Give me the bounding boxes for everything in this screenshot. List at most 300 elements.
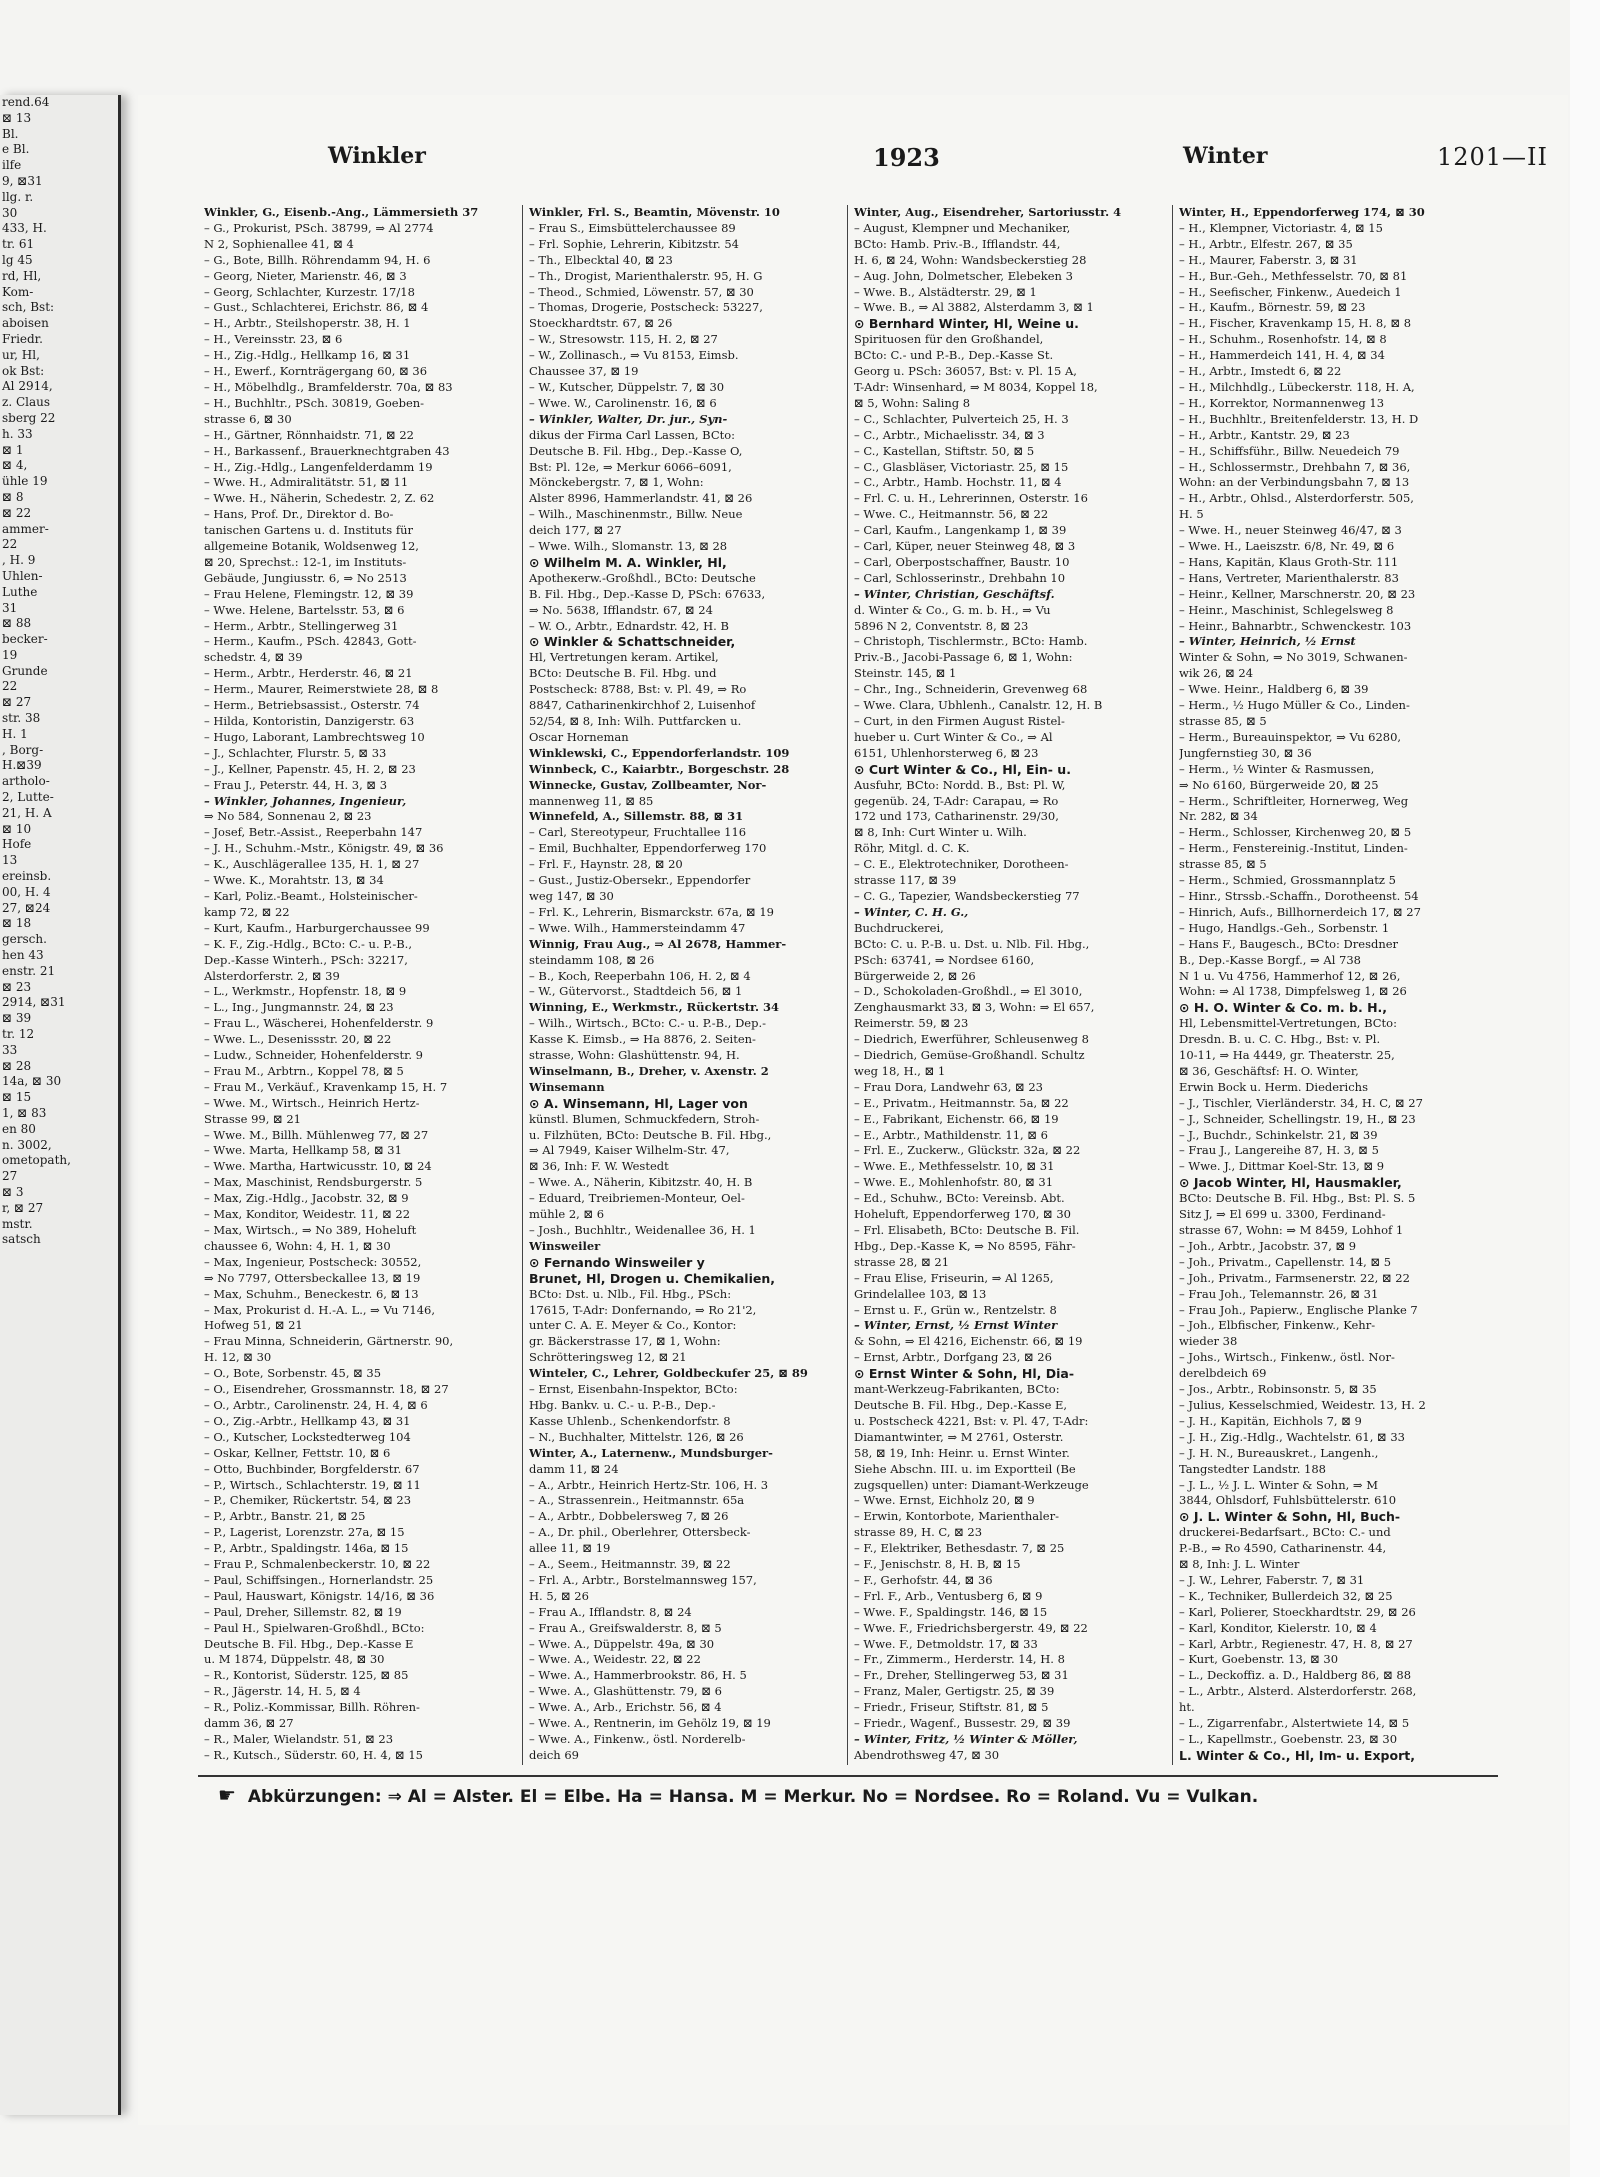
previous-page-fragment: becker-: [2, 632, 48, 647]
directory-entry-line: – H., Hammerdeich 141, H. 4, ⊠ 34: [1179, 348, 1385, 363]
directory-entry-line: – H., Kaufm., Börnestr. 59, ⊠ 23: [1179, 300, 1366, 315]
directory-entry-line: – Wwe. A., Hammerbrookstr. 86, H. 5: [529, 1668, 747, 1683]
directory-entry-line: ⊙ Curt Winter & Co., Hl, Ein- u.: [854, 761, 1071, 777]
previous-page-fragment: h. 33: [2, 426, 33, 441]
directory-entry-line: – Curt, in den Firmen August Ristel-: [854, 714, 1065, 728]
directory-entry-line: Reimerstr. 59, ⊠ 23: [854, 1016, 969, 1031]
directory-entry-line: – Carl, Kaufm., Langenkamp 1, ⊠ 39: [854, 523, 1067, 538]
directory-entry-line: – K., Auschlägeralleе 135, H. 1, ⊠ 27: [204, 857, 420, 872]
directory-entry-line: – Frau J., Langereihe 87, H. 3, ⊠ 5: [1179, 1143, 1379, 1158]
previous-page-fragment: enstr. 21: [2, 963, 56, 978]
directory-entry-line: – Wwe. E., Methfesselstr. 10, ⊠ 31: [854, 1159, 1055, 1174]
directory-entry-line: Priv.-B., Jacobi-Passage 6, ⊠ 1, Wohn:: [854, 650, 1073, 665]
directory-entry-line: – Joh., Privatm., Farmsenerstr. 22, ⊠ 22: [1179, 1270, 1410, 1285]
directory-entry-line: damm 11, ⊠ 24: [529, 1461, 619, 1476]
directory-entry-line: – Hans, Kapitän, Klaus Groth-Str. 111: [1179, 554, 1399, 569]
directory-entry-line: – H., Buchhltr., Breitenfelderstr. 13, H. D: [1179, 411, 1419, 426]
directory-entry-line: – Herm., Bureauinspektor, ⇒ Vu 6280,: [1179, 729, 1402, 744]
directory-entry-line: ⇒ Al 7949, Kaiser Wilhelm-Str. 47,: [529, 1143, 730, 1158]
directory-entry-line: Winklewski, C., Eppendorferlandstr. 109: [529, 745, 790, 760]
previous-page-fragment: 1, ⊠ 83: [2, 1106, 47, 1120]
directory-entry-line: – Herm., Kaufm., PSch. 42843, Gott-: [204, 634, 417, 649]
directory-entry-line: – Wwe. B., Alstädterstr. 29, ⊠ 1: [854, 284, 1037, 299]
directory-entry-line: [1179, 1764, 1492, 1765]
directory-entry-line: strasse 89, H. C, ⊠ 23: [854, 1525, 983, 1540]
previous-page-fragment: rd, Hl,: [2, 268, 42, 283]
directory-entry-line: Winnefeld, A., Sillemstr. 88, ⊠ 31: [529, 809, 744, 824]
directory-entry-line: – Th., Drogist, Marienthalerstr. 95, H. G: [529, 268, 763, 283]
directory-entry-line: ⇒ No. 5638, Ifflandstr. 67, ⊠ 24: [529, 602, 713, 617]
previous-page-fragment: ⊠ 8: [2, 489, 24, 504]
previous-page-fragment: , Borg-: [2, 742, 44, 757]
previous-page-fragment: 33: [2, 1042, 18, 1057]
directory-entry-line: Abendrothsweg 47, ⊠ 30: [854, 1747, 1000, 1762]
abbreviations-text: Abkürzungen: ⇒ Al = Alster. El = Elbe. Ha = Hansa. M = Merkur. No = Nordsee. Ro = Roland. Vu = Vulkan.: [247, 1787, 1259, 1807]
directory-entry-line: Georg u. PSch: 36057, Bst: v. Pl. 15 A,: [854, 364, 1077, 379]
directory-entry-line: – H., Bur.-Geh., Methfesselstr. 70, ⊠ 81: [1179, 268, 1408, 283]
directory-entry-line: – Gust., Justiz-Obersekr., Eppendorfer: [529, 873, 751, 888]
directory-entry-line: – E., Privatm., Heitmannstr. 5a, ⊠ 22: [854, 1095, 1069, 1110]
previous-page-fragment: z. Claus: [2, 395, 51, 410]
directory-entry-line: – Wwe. A., Finkenw., östl. Norderelb-: [529, 1732, 746, 1746]
directory-entry-line: – Heinr., Maschinist, Schlegelsweg 8: [1179, 602, 1394, 617]
previous-page-fragment: llg. r.: [2, 189, 34, 204]
previous-page-fragment: 2, Lutte-: [2, 790, 54, 805]
directory-entry-line: – Frl. Elisabeth, BCto: Deutsche B. Fil.: [854, 1223, 1080, 1237]
directory-entry-line: – C., Arbtr., Hamb. Hochstr. 11, ⊠ 4: [854, 475, 1062, 490]
directory-entry-line: – Wwe. A., Glashüttenstr. 79, ⊠ 6: [529, 1684, 722, 1699]
directory-entry-line: – Hans, Vertreter, Marienthalerstr. 83: [1179, 570, 1399, 585]
directory-entry-line: – J. H. N., Bureauskret., Langenh.,: [1179, 1445, 1379, 1460]
directory-entry-line: ⊠ 8, Inh: Curt Winter u. Wilh.: [854, 825, 1027, 840]
directory-entry-line: – H., Vereinsstr. 23, ⊠ 6: [204, 332, 343, 347]
directory-entry-line: Winter, Aug., Eisendreher, Sartoriusstr. 4: [854, 205, 1122, 219]
previous-page-fragment: e Bl.: [2, 142, 30, 157]
directory-entry-line: – Wwe. A., Arb., Erichstr. 56, ⊠ 4: [529, 1700, 722, 1715]
directory-entry-line: – Wilh., Wirtsch., BCto: C.- u. P.-B., Dep.-: [529, 1016, 767, 1031]
directory-entry-line: – J. W., Lehrer, Faberstr. 7, ⊠ 31: [1179, 1572, 1365, 1587]
directory-entry-line: – Frau S., Eimsbüttelerchaussee 89: [529, 220, 736, 235]
directory-entry-line: – Paul, Schiffsingen., Hornerlandstr. 25: [204, 1572, 434, 1587]
directory-entry-line: – Hugo, Laborant, Lambrechtsweg 10: [204, 729, 425, 744]
directory-entry-line: Postscheck: 8788, Bst: v. Pl. 49, ⇒ Ro: [529, 682, 747, 697]
previous-page-fragment: ⊠ 4,: [2, 458, 28, 473]
directory-entry-line: – Emil, Buchhalter, Eppendorferweg 170: [529, 841, 767, 856]
column-1: [198, 205, 523, 1765]
directory-entry-line: – Carl, Oberpostschaffner, Baustr. 10: [854, 554, 1070, 569]
directory-entry-line: – Theod., Schmied, Löwenstr. 57, ⊠ 30: [529, 284, 754, 299]
directory-entry-line: – H., Ewerf., Kornträgergang 60, ⊠ 36: [204, 364, 428, 379]
directory-entry-line: – Fr., Dreher, Stellingerweg 53, ⊠ 31: [854, 1668, 1069, 1683]
directory-entry-line: – Georg, Schlachter, Kurzestr. 17/18: [204, 284, 415, 299]
directory-entry-line: – Max, Zig.-Hdlg., Jacobstr. 32, ⊠ 9: [204, 1191, 409, 1206]
directory-entry-line: – P., Wirtsch., Schlachterstr. 19, ⊠ 11: [204, 1477, 421, 1492]
directory-entry-line: – K., Techniker, Bullerdeich 32, ⊠ 25: [1179, 1588, 1393, 1603]
directory-entry-line: – Wwe. L., Desenissstr. 20, ⊠ 22: [204, 1032, 392, 1047]
directory-entry-line: – Hilda, Kontoristin, Danzigerstr. 63: [204, 714, 415, 728]
directory-entry-line: – Ernst, Eisenbahn-Inspektor, BCto:: [529, 1382, 738, 1397]
directory-entry-line: – H., Schlossermstr., Drehbahn 7, ⊠ 36,: [1179, 459, 1411, 474]
previous-page-fragment: r, ⊠ 27: [2, 1200, 44, 1215]
directory-entry-line: B. Fil. Hbg., Dep.-Kasse D, PSch: 67633,: [529, 586, 766, 601]
directory-entry-line: – G., Bote, Billh. Röhrendamm 94, H. 6: [204, 252, 431, 267]
page-header: [198, 143, 1548, 183]
directory-entry-line: – Wwe. F., Detmoldstr. 17, ⊠ 33: [854, 1636, 1038, 1651]
directory-entry-line: – R., Jägerstr. 14, H. 5, ⊠ 4: [204, 1684, 361, 1699]
directory-entry-line: – Josh., Buchhltr., Weidenallee 36, H. 1: [529, 1223, 756, 1237]
directory-columns: [198, 205, 1498, 1765]
directory-entry-line: 5896 N 2, Conventstr. 8, ⊠ 23: [854, 618, 1029, 633]
previous-page-fragment: 14a, ⊠ 30: [2, 1074, 62, 1089]
directory-entry-line: ⊙ Jacob Winter, Hl, Hausmakler,: [1179, 1175, 1402, 1191]
directory-entry-line: – Wwe. M., Wirtsch., Heinrich Hertz-: [204, 1095, 420, 1110]
directory-entry-line: Gebäude, Jungiusstr. 6, ⇒ No 2513: [204, 570, 407, 585]
directory-entry-line: – J., Tischler, Vierländerstr. 34, H. C, ⊠ 27: [1179, 1095, 1423, 1110]
directory-entry-line: Wohn: ⇒ Al 1738, Dimpfelsweg 1, ⊠ 26: [1179, 984, 1407, 999]
directory-entry-line: P.-B., ⇒ Ro 4590, Catharinenstr. 44,: [1179, 1541, 1387, 1556]
previous-page-fragment: lg 45: [2, 252, 33, 267]
directory-entry-line: – Wwe. E., Mohlenhofstr. 80, ⊠ 31: [854, 1175, 1054, 1190]
directory-entry-line: – J., Kellner, Papenstr. 45, H. 2, ⊠ 23: [204, 761, 416, 776]
directory-entry-line: Winnbeck, C., Kaiarbtr., Borgeschstr. 28: [529, 761, 790, 776]
previous-page-edge: [0, 95, 121, 2115]
directory-entry-line: mühle 2, ⊠ 6: [529, 1207, 605, 1222]
previous-page-fragment: 21, H. A: [2, 805, 52, 820]
directory-entry-line: u. Postscheck 4221, Bst: v. Pl. 47, T-Adr:: [854, 1413, 1089, 1428]
previous-page-fragment: gersch.: [2, 932, 47, 947]
directory-entry-line: – Wwe. Wilh., Slomanstr. 13, ⊠ 28: [529, 539, 728, 554]
directory-entry-line: kamp 72, ⊠ 22: [204, 904, 290, 919]
directory-entry-line: – Chr., Ing., Schneiderin, Grevenweg 68: [854, 682, 1088, 697]
directory-entry-line: T-Adr: Winsenhard, ⇒ M 8034, Koppel 18,: [854, 379, 1098, 394]
directory-entry-line: H. 6, ⊠ 24, Wohn: Wandsbeckerstieg 28: [854, 252, 1087, 267]
directory-entry-line: – Heinr., Kellner, Marschnerstr. 20, ⊠ 23: [1179, 586, 1416, 601]
directory-entry-line: – L., Deckoffiz. a. D., Haldberg 86, ⊠ 88: [1179, 1668, 1412, 1683]
directory-entry-line: ⊙ A. Winsemann, Hl, Lager von: [529, 1095, 748, 1111]
directory-entry-line: deich 69: [529, 1747, 579, 1762]
directory-entry-line: deich 177, ⊠ 27: [529, 523, 622, 538]
directory-entry-line: – Franz, Maler, Gertigstr. 25, ⊠ 39: [854, 1684, 1055, 1699]
directory-entry-line: – Carl, Küper, neuer Steinweg 48, ⊠ 3: [854, 539, 1076, 554]
directory-entry-line: – Herm., Schmied, Grossmannplatz 5: [1179, 873, 1396, 888]
directory-entry-line: – L., Werkmstr., Hopfenstr. 18, ⊠ 9: [204, 984, 407, 999]
directory-entry-line: [204, 1764, 516, 1765]
previous-page-fragment: ühle 19: [2, 474, 48, 489]
previous-page-fragment: artholo-: [2, 774, 50, 789]
directory-entry-line: – B., Koch, Reeperbahn 106, H. 2, ⊠ 4: [529, 968, 751, 983]
directory-entry-line: wieder 38: [1179, 1334, 1238, 1349]
directory-entry-line: N 2, Sophienallee 41, ⊠ 4: [204, 236, 354, 251]
directory-entry-line: – W., Stresowstr. 115, H. 2, ⊠ 27: [529, 332, 718, 347]
directory-entry-line: – H., Barkassenf., Brauerknechtgraben 43: [204, 443, 450, 458]
directory-entry-line: 3844, Ohlsdorf, Fuhlsbüttelerstr. 610: [1179, 1493, 1397, 1508]
directory-entry-line: Hoheluft, Eppendorferweg 170, ⊠ 30: [854, 1207, 1071, 1222]
directory-entry-line: – Frl. F., Haynstr. 28, ⊠ 20: [529, 857, 683, 872]
directory-entry-line: – W., Kutscher, Düppelstr. 7, ⊠ 30: [529, 379, 725, 394]
directory-entry-line: – Max, Konditor, Weidestr. 11, ⊠ 22: [204, 1207, 411, 1222]
directory-entry-line: – A., Dr. phil., Oberlehrer, Ottersbeck-: [529, 1525, 751, 1540]
directory-entry-line: – H., Arbtr., Kantstr. 29, ⊠ 23: [1179, 427, 1350, 442]
directory-entry-line: – Friedr., Friseur, Stiftstr. 81, ⊠ 5: [854, 1700, 1049, 1715]
directory-entry-line: – Heinr., Bahnarbtr., Schwenckestr. 103: [1179, 618, 1412, 633]
previous-page-fragment: 27, ⊠24: [2, 900, 51, 915]
column-2: [523, 205, 848, 1765]
directory-entry-line: BCto: C.- und P.-B., Dep.-Kasse St.: [854, 348, 1054, 363]
directory-entry-line: – H., Möbelhdlg., Bramfelderstr. 70a, ⊠ 83: [204, 379, 453, 394]
directory-entry-line: – G., Prokurist, PSch. 38799, ⇒ Al 2774: [204, 220, 434, 235]
directory-entry-line: Deutsche B. Fil. Hbg., Dep.-Kasse O,: [529, 443, 743, 458]
directory-entry-line: – Hinrich, Aufs., Billhornerdeich 17, ⊠ 27: [1179, 904, 1421, 919]
directory-entry-line: – Wwe. Clara, Ubhlenh., Canalstr. 12, H. B: [854, 698, 1103, 713]
previous-page-fragment: ⊠ 13: [2, 110, 32, 125]
directory-entry-line: – L., Zigarrenfabr., Alstertwiete 14, ⊠ 5: [1179, 1716, 1410, 1731]
directory-entry-line: Winter, A., Laternenw., Mundsburger-: [529, 1445, 773, 1460]
directory-entry-line: – Frau M., Verkäuf., Kravenkamp 15, H. 7: [204, 1079, 448, 1094]
directory-entry-line: ⊙ Winkler & Schattschneider,: [529, 634, 736, 650]
directory-entry-line: – H., Arbtr., Ohlsd., Alsterdorferstr. 505,: [1179, 491, 1414, 506]
directory-entry-line: PSch: 63741, ⇒ Nordsee 6160,: [854, 952, 1035, 967]
previous-page-fragment: 19: [2, 647, 18, 662]
directory-entry-line: – Max, Ingenieur, Postscheck: 30552,: [204, 1254, 422, 1269]
directory-entry-line: – R., Poliz.-Kommissar, Billh. Röhren-: [204, 1700, 420, 1715]
directory-entry-line: – Hans F., Baugesch., BCto: Dresdner: [1179, 936, 1399, 951]
previous-page-fragment: ereinsb.: [2, 869, 52, 884]
directory-entry-line: Strasse 99, ⊠ 21: [204, 1111, 301, 1126]
directory-entry-line: Wohn: an der Verbindungsbahn 7, ⊠ 13: [1179, 475, 1410, 490]
directory-entry-line: – Max, Prokurist d. H.-A. L., ⇒ Vu 7146,: [204, 1302, 436, 1317]
directory-entry-line: – Wwe. M., Billh. Mühlenweg 77, ⊠ 27: [204, 1127, 429, 1142]
directory-page: [138, 95, 1568, 2125]
directory-entry-line: H. 5: [1179, 507, 1204, 522]
directory-entry-line: – O., Kutscher, Lockstedterweg 104: [204, 1429, 411, 1444]
directory-entry-line: – H., Seefischer, Finkenw., Auedeich 1: [1179, 284, 1402, 299]
directory-entry-line: Sitz J, ⇒ El 699 u. 3300, Ferdinand-: [1179, 1207, 1386, 1222]
directory-entry-line: – Herm., Schriftleiter, Hornerweg, Weg: [1179, 793, 1409, 808]
directory-entry-line: – Frl. F., Arb., Ventusberg 6, ⊠ 9: [854, 1588, 1043, 1603]
directory-entry-line: – Wwe. F., Friedrichsbergerstr. 49, ⊠ 22: [854, 1620, 1088, 1635]
directory-entry-line: weg 18, H., ⊠ 1: [854, 1063, 946, 1078]
directory-entry-line: – Paul, Dreher, Sillemstr. 82, ⊠ 19: [204, 1604, 402, 1619]
directory-entry-line: – Herm., Betriebsassist., Osterstr. 74: [204, 698, 420, 713]
previous-page-fragment: hen 43: [2, 948, 44, 963]
directory-entry-line: – O., Zig.-Arbtr., Hellkamp 43, ⊠ 31: [204, 1413, 411, 1428]
directory-entry-line: – Frl. E., Zuckerw., Glückstr. 32a, ⊠ 22: [854, 1143, 1081, 1158]
directory-entry-line: – Winter, C. H. G.,: [854, 904, 969, 919]
directory-entry-line: Chaussee 37, ⊠ 19: [529, 364, 639, 379]
directory-entry-line: steindamm 108, ⊠ 26: [529, 952, 655, 967]
directory-entry-line: Stoeckhardtstr. 67, ⊠ 26: [529, 316, 673, 331]
directory-entry-line: – Hugo, Handlgs.-Geh., Sorbenstr. 1: [1179, 920, 1390, 935]
directory-entry-line: Winsweiler: [529, 1238, 601, 1253]
directory-entry-line: Hl, Lebensmittel-Vertretungen, BCto:: [1179, 1016, 1397, 1031]
directory-entry-line: – Wwe. C., Heitmannstr. 56, ⊠ 22: [854, 507, 1049, 522]
directory-entry-line: – H., Fischer, Kravenkamp 15, H. 8, ⊠ 8: [1179, 316, 1412, 331]
directory-entry-line: Grindelallee 103, ⊠ 13: [854, 1286, 987, 1301]
previous-page-fragment: 9, ⊠31: [2, 173, 43, 188]
directory-entry-line: – H., Klempner, Victoriastr. 4, ⊠ 15: [1179, 220, 1383, 235]
directory-entry-line: ⊙ Fernando Winsweiler y: [529, 1254, 705, 1270]
directory-entry-line: dikus der Firma Carl Lassen, BCto:: [529, 427, 736, 442]
directory-entry-line: – Frau L., Wäscherei, Hohenfelderstr. 9: [204, 1016, 434, 1031]
directory-entry-line: 6151, Uhlenhorsterweg 6, ⊠ 23: [854, 745, 1039, 760]
previous-page-fragment: H.⊠39: [2, 758, 42, 773]
directory-entry-line: ⊙ Ernst Winter & Sohn, Hl, Dia-: [854, 1366, 1075, 1382]
directory-entry-line: – Herm., Schlosser, Kirchenweg 20, ⊠ 5: [1179, 825, 1412, 840]
previous-page-fragment: ⊠ 39: [2, 1011, 32, 1026]
directory-entry-line: – Erwin, Kontorbote, Marienthaler-: [854, 1509, 1059, 1524]
previous-page-fragment: ⊠ 88: [2, 616, 32, 631]
directory-entry-line: – Herm., Fenstereinig.-Institut, Linden-: [1179, 841, 1408, 856]
directory-entry-line: – Wwe. H., Admiralitätstr. 51, ⊠ 11: [204, 475, 409, 490]
directory-entry-line: – Frau A., Greifswalderstr. 8, ⊠ 5: [529, 1620, 722, 1635]
directory-entry-line: strasse 67, Wohn: ⇒ M 8459, Lohhof 1: [1179, 1223, 1404, 1237]
directory-entry-line: – Frau P., Schmalenbeckerstr. 10, ⊠ 22: [204, 1557, 431, 1572]
directory-entry-line: 52/54, ⊠ 8, Inh: Wilh. Puttfarcken u.: [529, 714, 742, 728]
directory-entry-line: ⊠ 36, Inh: F. W. Westedt: [529, 1159, 669, 1174]
directory-entry-line: Kasse K. Eimsb., ⇒ Ha 8876, 2. Seiten-: [529, 1032, 756, 1047]
directory-entry-line: – Max, Schuhm., Beneckestr. 6, ⊠ 13: [204, 1286, 419, 1301]
directory-entry-line: – Frau A., Ifflandstr. 8, ⊠ 24: [529, 1604, 692, 1619]
directory-entry-line: 10-11, ⇒ Ha 4449, gr. Theaterstr. 25,: [1179, 1048, 1395, 1063]
previous-page-fragment: Luthe: [2, 584, 38, 599]
directory-entry-line: – Ernst, Arbtr., Dorfgang 23, ⊠ 26: [854, 1350, 1052, 1365]
directory-entry-line: – Hans, Prof. Dr., Direktor d. Bo-: [204, 507, 394, 522]
previous-page-fragment: 31: [2, 600, 18, 615]
directory-entry-line: – Karl, Arbtr., Regienestr. 47, H. 8, ⊠ 27: [1179, 1636, 1413, 1651]
directory-entry-line: – D., Schokoladen-Großhdl., ⇒ El 3010,: [854, 984, 1083, 999]
directory-entry-line: N 1 u. Vu 4756, Hammerhof 12, ⊠ 26,: [1179, 968, 1401, 983]
directory-entry-line: – A., Arbtr., Dobbelersweg 7, ⊠ 26: [529, 1509, 729, 1524]
directory-entry-line: – Winkler, Johannes, Ingenieur,: [204, 793, 407, 808]
directory-entry-line: – J. H., Schuhm.-Mstr., Königstr. 49, ⊠ 36: [204, 841, 444, 856]
directory-entry-line: – W. O., Arbtr., Ednardstr. 42, H. B: [529, 618, 729, 633]
directory-entry-line: – Paul, Hauswart, Königstr. 14/16, ⊠ 36: [204, 1588, 435, 1603]
previous-page-fragment: ⊠ 22: [2, 505, 32, 520]
pointing-hand-icon: ☛: [218, 1783, 236, 1807]
directory-entry-line: u. M 1874, Düppelstr. 48, ⊠ 30: [204, 1652, 385, 1667]
directory-entry-line: – Th., Elbecktal 40, ⊠ 23: [529, 252, 673, 267]
directory-entry-line: – Friedr., Wagenf., Bussestr. 29, ⊠ 39: [854, 1716, 1071, 1731]
directory-entry-line: Röhr, Mitgl. d. C. K.: [854, 841, 970, 856]
previous-page-fragment: mstr.: [2, 1216, 33, 1231]
directory-entry-line: wik 26, ⊠ 24: [1179, 666, 1254, 681]
directory-entry-line: strasse 6, ⊠ 30: [204, 411, 292, 426]
directory-entry-line: Hbg. Bankv. u. C.- u. P.-B., Dep.-: [529, 1397, 716, 1412]
directory-entry-line: – K. F., Zig.-Hdlg., BCto: C.- u. P.-B.,: [204, 936, 412, 951]
previous-page-fragment: 22: [2, 537, 18, 552]
directory-entry-line: u. Filzhüten, BCto: Deutsche B. Fil. Hbg.,: [529, 1127, 772, 1142]
directory-entry-line: – Fr., Zimmerm., Herderstr. 14, H. 8: [854, 1652, 1065, 1667]
directory-entry-line: – Ed., Schuhw., BCto: Vereinsb. Abt.: [854, 1191, 1065, 1206]
directory-entry-line: mant-Werkzeug-Fabrikanten, BCto:: [854, 1382, 1060, 1397]
previous-page-fragment: en 80: [2, 1121, 36, 1136]
previous-page-fragment: ⊠ 15: [2, 1090, 32, 1105]
directory-entry-line: Spirituosen für den Großhandel,: [854, 332, 1044, 347]
directory-entry-line: gegenüb. 24, T-Adr: Carapau, ⇒ Ro: [854, 793, 1059, 808]
directory-entry-line: Siehe Abschn. III. u. im Exportteil (Be: [854, 1461, 1076, 1476]
directory-entry-line: – Diedrich, Ewerführer, Schleusenweg 8: [854, 1032, 1089, 1047]
directory-entry-line: – Wwe. Marta, Hellkamp 58, ⊠ 31: [204, 1143, 402, 1158]
directory-entry-line: Jungfernstieg 30, ⊠ 36: [1179, 745, 1312, 760]
directory-entry-line: – Hinr., Strssb.-Schaffn., Dorotheenst. 54: [1179, 888, 1419, 903]
directory-entry-line: – L., Kapellmstr., Goebenstr. 23, ⊠ 30: [1179, 1732, 1398, 1746]
directory-entry-line: strasse 85, ⊠ 5: [1179, 857, 1267, 872]
previous-page-fragment: Bl.: [2, 126, 19, 141]
directory-entry-line: unter C. A. E. Meyer & Co., Kontor:: [529, 1318, 737, 1333]
directory-entry-line: – Frl. K., Lehrerin, Bismarckstr. 67a, ⊠ 19: [529, 904, 774, 919]
directory-entry-line: – Wwe. Heinr., Haldberg 6, ⊠ 39: [1179, 682, 1369, 697]
directory-entry-line: – Frau Helene, Flemingstr. 12, ⊠ 39: [204, 586, 414, 601]
previous-page-fragment: ometopath,: [2, 1153, 71, 1168]
directory-entry-line: strasse 117, ⊠ 39: [854, 873, 957, 888]
directory-entry-line: – J., Schlachter, Flurstr. 5, ⊠ 33: [204, 745, 387, 760]
directory-entry-line: – Wwe. Martha, Hartwicusstr. 10, ⊠ 24: [204, 1159, 432, 1174]
directory-entry-line: Mönckebergstr. 7, ⊠ 1, Wohn:: [529, 475, 704, 490]
directory-entry-line: Zenghausmarkt 33, ⊠ 3, Wohn: ⇒ El 657,: [854, 1000, 1095, 1015]
previous-page-fragment: 22: [2, 679, 18, 694]
directory-entry-line: – Paul H., Spielwaren-Großhdl., BCto:: [204, 1620, 425, 1635]
directory-entry-line: – R., Kontorist, Süderstr. 125, ⊠ 85: [204, 1668, 409, 1683]
directory-entry-line: – Otto, Buchbinder, Borgfelderstr. 67: [204, 1461, 420, 1476]
directory-entry-line: – J. H., Zig.-Hdlg., Wachtelstr. 61, ⊠ 33: [1179, 1429, 1405, 1444]
previous-page-fragment: aboisen: [2, 316, 49, 331]
previous-page-fragment: 433, H.: [2, 221, 47, 236]
directory-entry-line: – Aug. John, Dolmetscher, Elebeken 3: [854, 268, 1073, 283]
directory-entry-line: – Wwe. F., Spaldingstr. 146, ⊠ 15: [854, 1604, 1048, 1619]
directory-entry-line: – Karl, Konditor, Kielerstr. 10, ⊠ 4: [1179, 1620, 1377, 1635]
directory-entry-line: Winsemann: [529, 1079, 605, 1094]
directory-entry-line: – Jos., Arbtr., Robinsonstr. 5, ⊠ 35: [1179, 1382, 1377, 1397]
directory-entry-line: – August, Klempner und Mechaniker,: [854, 220, 1071, 235]
directory-entry-line: – Wwe. W., Carolinenstr. 16, ⊠ 6: [529, 395, 717, 410]
directory-entry-line: Deutsche B. Fil. Hbg., Dep.-Kasse E,: [854, 1397, 1068, 1412]
directory-entry-line: – Carl, Schlosserinstr., Drehbahn 10: [854, 570, 1066, 585]
previous-page-fragment: ⊠ 3: [2, 1184, 24, 1199]
directory-entry-line: – A., Arbtr., Heinrich Hertz-Str. 106, H. 3: [529, 1477, 769, 1492]
directory-entry-line: hueber u. Curt Winter & Co., ⇒ Al: [854, 729, 1053, 744]
directory-entry-line: – Herm., ½ Hugo Müller & Co., Linden-: [1179, 698, 1410, 713]
directory-entry-line: – Wilh., Maschinenmstr., Billw. Neue: [529, 507, 743, 522]
directory-entry-line: – P., Chemiker, Rückertstr. 54, ⊠ 23: [204, 1493, 412, 1508]
previous-page-fragment: ⊠ 28: [2, 1058, 32, 1073]
directory-entry-line: ⇒ No 7797, Ottersbeckallee 13, ⊠ 19: [204, 1270, 421, 1285]
directory-entry-line: – Johs., Wirtsch., Finkenw., östl. Nor-: [1179, 1350, 1395, 1365]
previous-page-fragment: ⊠ 27: [2, 695, 32, 710]
directory-entry-line: – Winter, Christian, Geschäftsf.: [854, 586, 1055, 601]
directory-entry-line: – Karl, Polierer, Stoeckhardtstr. 29, ⊠ 26: [1179, 1604, 1416, 1619]
directory-entry-line: – Winkler, Walter, Dr. jur., Syn-: [529, 411, 728, 426]
directory-entry-line: Brunet, Hl, Drogen u. Chemikalien,: [529, 1270, 775, 1286]
directory-entry-line: & Sohn, ⇒ El 4216, Eichenstr. 66, ⊠ 19: [854, 1334, 1083, 1349]
directory-entry-line: – O., Arbtr., Carolinenstr. 24, H. 4, ⊠ 6: [204, 1397, 428, 1412]
directory-entry-line: – Diedrich, Gemüse-Großhandl. Schultz: [854, 1048, 1085, 1063]
directory-entry-line: ⇒ No 6160, Bürgerweide 20, ⊠ 25: [1179, 777, 1379, 792]
directory-entry-line: – Thomas, Drogerie, Postscheck: 53227,: [529, 300, 763, 315]
directory-entry-line: – Kurt, Goebenstr. 13, ⊠ 30: [1179, 1652, 1339, 1667]
previous-page-fragment: satsch: [2, 1232, 41, 1247]
directory-entry-line: – H., Arbtr., Steilshoperstr. 38, H. 1: [204, 316, 411, 331]
directory-entry-line: Hofweg 51, ⊠ 21: [204, 1318, 303, 1333]
directory-entry-line: – Frl. A., Arbtr., Borstelmannsweg 157,: [529, 1572, 757, 1587]
directory-entry-line: ⊠ 5, Wohn: Saling 8: [854, 395, 971, 410]
directory-entry-line: Winkler, Frl. S., Beamtin, Mövenstr. 10: [529, 205, 780, 219]
previous-page-fragment: Friedr.: [2, 331, 43, 346]
previous-page-fragment: Al 2914,: [2, 379, 53, 394]
directory-entry-line: Winselmann, B., Dreher, v. Axenstr. 2: [529, 1063, 769, 1078]
previous-page-fragment: Uhlen-: [2, 568, 43, 583]
directory-entry-line: – H., Gärtner, Rönnhaidstr. 71, ⊠ 22: [204, 427, 414, 442]
directory-entry-line: – Wwe. K., Morahtstr. 13, ⊠ 34: [204, 873, 384, 888]
